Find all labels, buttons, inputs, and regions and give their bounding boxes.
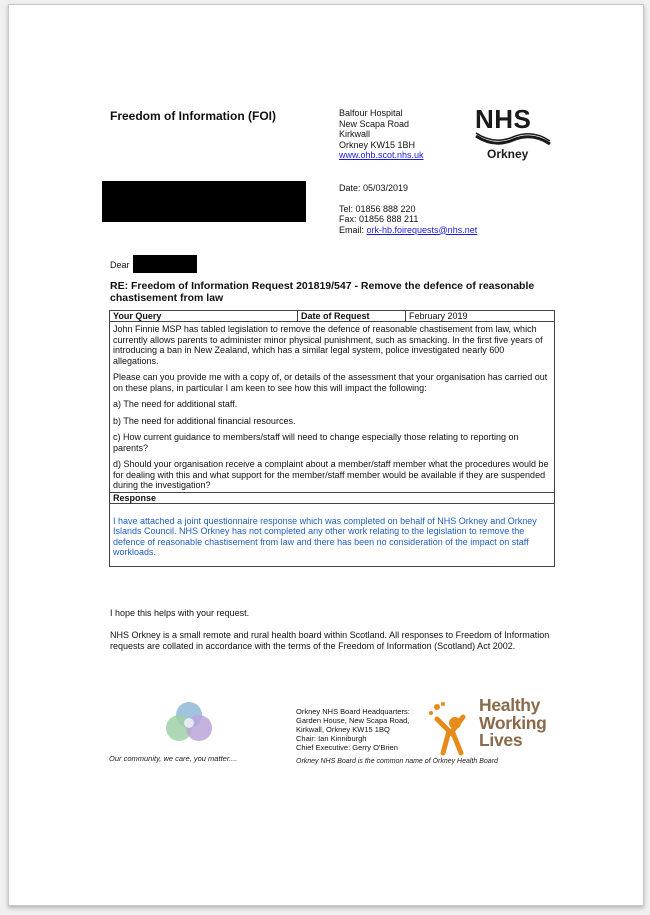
query-paragraph: John Finnie MSP has tabled legislation to remove the defence of reasonable chastisement from law, which currently allows parents to administer minor physical punishment, such as smacking. In the first five years of introducing a ban in New Zealand, which has a similar legal system, police investigated nearly 600 allegations.	[113, 324, 543, 366]
hwl-wordmark	[479, 697, 547, 750]
website-link[interactable]: www.ohb.scot.nhs.uk	[339, 150, 424, 160]
hwl-line: Working	[479, 712, 547, 733]
date-header: Date of Request	[298, 311, 406, 322]
response-text: I have attached a joint questionnaire response which was completed on behalf of NHS Orkney and Orkney Islands Council. NHS Orkney has not completed any other work relating to the legislation to remove the defence of reasonable chastisement from law and there has been no consideration of the impact on staff workloads.	[110, 503, 555, 566]
date-line: Date: 05/03/2019	[339, 183, 409, 193]
request-date: February 2019	[406, 311, 555, 322]
address-line: Kirkwall	[339, 129, 371, 139]
hq-line: Chair: Ian Kinniburgh	[296, 734, 367, 743]
query-paragraph: b) The need for additional financial resources.	[113, 415, 296, 426]
community-circles-icon	[109, 695, 269, 751]
logo-swoosh-icon	[474, 132, 552, 148]
hq-line: Kirkwall, Orkney KW15 1BQ	[296, 725, 390, 734]
query-paragraph: c) How current guidance to members/staff will need to change especially those relating to reporting on parents?	[113, 432, 519, 453]
hwl-line: Healthy	[479, 695, 541, 715]
board-name-note: Orkney NHS Board is the common name of Orkney Health Board	[296, 758, 498, 765]
document-title: Freedom of Information (FOI)	[110, 109, 276, 123]
query-header: Your Query	[110, 311, 298, 322]
query-paragraph: a) The need for additional staff.	[113, 399, 238, 409]
fax-line: Fax: 01856 888 211	[339, 214, 419, 224]
hq-line: Orkney NHS Board Headquarters:	[296, 707, 410, 716]
orkney-logo-text: Orkney	[487, 147, 529, 161]
address-line: Balfour Hospital	[339, 108, 403, 118]
contact-details	[339, 183, 477, 235]
query-paragraph: Please can you provide me with a copy of, or details of the assessment that your organisation has carried out on these plans, in particular I am keen to see how this will impact the following:	[113, 372, 548, 393]
hq-line: Garden House, New Scapa Road,	[296, 716, 410, 725]
nhs-logo-text: NHS	[475, 104, 532, 134]
closing-hope: I hope this helps with your request.	[110, 608, 250, 618]
query-text-cell	[110, 322, 555, 493]
person-figure-icon	[427, 701, 475, 757]
hwl-line: Lives	[479, 730, 523, 750]
hospital-address	[339, 108, 424, 161]
community-caption: Our community, we care, you matter....	[109, 754, 238, 763]
redacted-name	[133, 255, 197, 273]
address-line: New Scapa Road	[339, 118, 410, 129]
nhs-orkney-logo	[472, 104, 552, 164]
foi-query-table	[109, 310, 555, 567]
letter-subject: RE: Freedom of Information Request 201819/547 - Remove the defence of reasonable chastisement from law	[110, 280, 535, 304]
closing-note: NHS Orkney is a small remote and rural health board within Scotland. All responses to Freedom of Information requests are collated in accordance with the terms of the Freedom of Information (Scotland) Act 2002.	[110, 630, 550, 651]
address-line: Orkney KW15 1BH	[339, 139, 416, 150]
healthy-working-lives-logo	[427, 697, 567, 759]
tel-line: Tel: 01856 888 220	[339, 203, 416, 214]
salutation: Dear	[110, 260, 130, 270]
community-logo	[109, 695, 269, 756]
query-paragraph: d) Should your organisation receive a complaint about a member/staff member what the procedures would be for dealing with this and what support for the member/staff member would be available if they are suspended during the investigation?	[113, 459, 549, 490]
redacted-recipient-address	[102, 181, 306, 222]
response-header: Response	[110, 492, 555, 503]
document-page	[8, 4, 644, 906]
hq-line: Chief Executive: Gerry O'Brien	[296, 743, 398, 752]
hq-address	[296, 707, 410, 752]
email-link[interactable]: ork-hb.foirequests@nhs.net	[366, 224, 478, 235]
email-line: Email: ork-hb.foirequests@nhs.net	[339, 224, 478, 235]
